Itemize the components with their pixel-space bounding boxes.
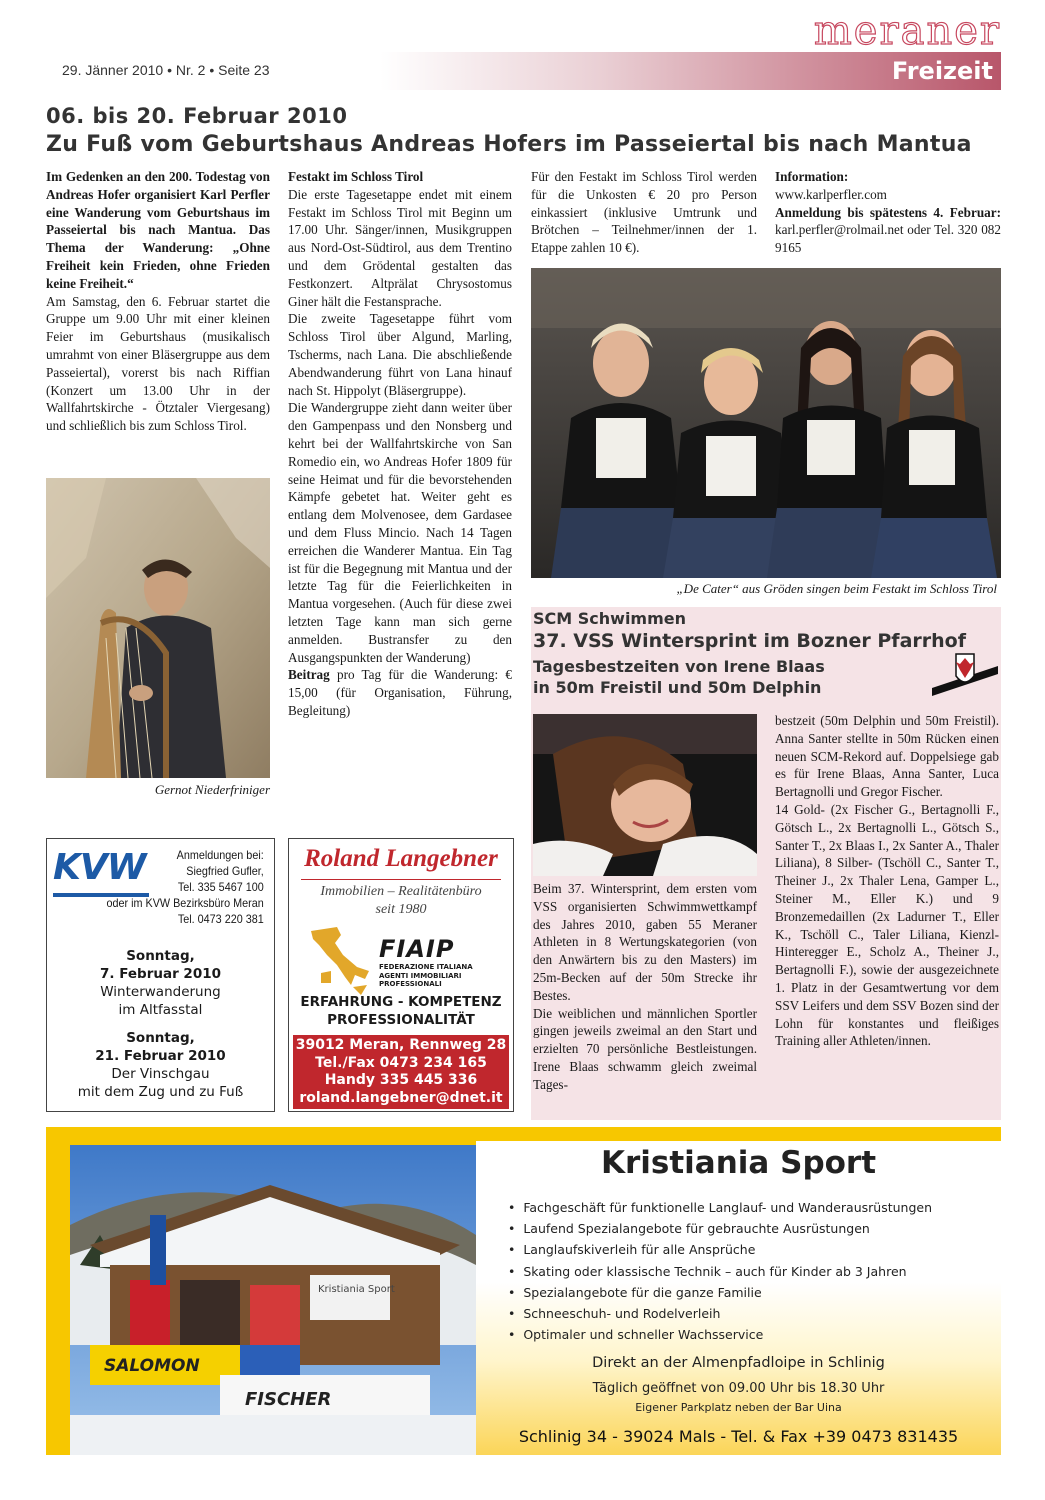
dateline: 29. Jänner 2010 • Nr. 2 • Seite 23 [62, 62, 270, 78]
kvw-events [47, 947, 274, 1101]
kvw-contact-line-1: Anmeldungen bei: [176, 848, 264, 862]
kristiania-bullet-item [508, 1303, 932, 1324]
kristiania-bullet-text: Langlaufskiverleih für alle Ansprüche [523, 1242, 756, 1258]
article-body-2: Die erste Tagesetappe endet mit einem Festakt im Schloss Tirol mit Beginn um 17.00 Uhr. Sänger/innen, Musikgruppen aus Nord-Ost-Südtirol, aus dem Trentino und dem Grödental gestalten das Festkonzert. Altprälat Chrysostomus Giner hält die Festansprache. [288, 186, 512, 309]
info-label: Information: [775, 169, 849, 184]
kristiania-hours: Täglich geöffnet von 09.00 Uhr bis 18.30 Uhr [592, 1381, 885, 1396]
beitrag-text: pro Tag für die Wanderung: € 15,00 (für Organisation, Führung, Begleitung) [288, 667, 512, 718]
scm-subtitle-line-2: in 50m Freistil und 50m Delphin [533, 678, 822, 697]
fiaip-subtitle-1: FEDERAZIONE ITALIANA [379, 963, 473, 971]
kristiania-shop-photo [70, 1145, 476, 1455]
fiaip-subtitle [379, 963, 473, 989]
harpist-illustration [46, 478, 270, 778]
photo-singers-caption: „De Cater“ aus Gröden singen beim Festakt im Schloss Tirol [676, 581, 997, 596]
roland-slogan-2: PROFESSIONALITÄT [327, 1012, 475, 1028]
scm-kicker: SCM Schwimmen [533, 609, 687, 628]
kristiania-footer: Schlinig 34 - 39024 Mals - Tel. & Fax +39 0473 831435 [518, 1427, 959, 1446]
kvw-logo: KVW [53, 847, 146, 888]
article-body-5 [288, 666, 512, 719]
kvw-event-1-desc-2: im Altfasstal [118, 1002, 203, 1018]
kvw-contact-line-3: Tel. 335 5467 100 [178, 880, 264, 894]
kristiania-bullet-item [508, 1218, 932, 1239]
kristiania-bullet-text: Spezialangebote für die ganze Familie [523, 1284, 762, 1300]
roland-tel: Tel./Fax 0473 234 165 [315, 1054, 487, 1071]
bullet-dot-icon: • [508, 1263, 524, 1279]
roland-subtitle-1: Immobilien – Realitätenbüro [320, 884, 482, 899]
kristiania-title: Kristiania Sport [600, 1145, 877, 1181]
roland-slogan-1: ERFAHRUNG - KOMPETENZ [300, 994, 502, 1010]
roland-email: roland.langebner@dnet.it [299, 1089, 503, 1106]
scm-text-1: Beim 37. Wintersprint, dem ersten vom VSS organisierten Schwimmwettkampf des Jahres 2010, gaben 55 Meraner Athleten in 8 Wertungskategorien (von den Anwärtern bis zu den Masters) im 25m-Becken auf der 50m Strecke ihr Bestes. [533, 881, 757, 1003]
kristiania-bullet-text: Schneeschuh- und Rodelverleih [523, 1306, 721, 1322]
kristiania-bullet-item [508, 1282, 932, 1303]
registration-text: karl.perfler@rolmail.net oder Tel. 320 082 9165 [775, 222, 1001, 256]
italy-map-logo [307, 925, 377, 997]
fischer-banner-text: FISCHER [245, 1389, 332, 1410]
roland-advertisement [288, 838, 514, 1112]
kvw-event-1-date: 7. Februar 2010 [99, 966, 222, 982]
photo-harpist-caption: Gernot Niederfriniger [154, 782, 270, 797]
kristiania-bullet-item [508, 1239, 932, 1260]
kristiania-bullet-item [508, 1324, 932, 1345]
tyrol-eagle-logo [932, 648, 998, 698]
kristiania-bullet-item [508, 1261, 932, 1282]
roland-handy: Handy 335 445 336 [324, 1072, 478, 1088]
scm-text-2: Die weiblichen und männlichen Sportler gingen jeweils zweimal an den Start und erzielten 70 persönliche Bestleistungen. Irene Blaas schwamm gleich zweimal Tages- [533, 1005, 757, 1092]
kristiania-parking: Eigener Parkplatz neben der Bar Uina [635, 1401, 842, 1414]
kristiania-bullet-list [494, 1197, 932, 1345]
italy-map-icon [307, 925, 377, 997]
salomon-banner-text: SALOMON [104, 1356, 200, 1376]
kvw-contact-line-5: Tel. 0473 220 381 [178, 912, 264, 926]
photo-swimmer [533, 714, 757, 876]
scm-subtitle [533, 656, 825, 698]
article-column-2 [288, 168, 512, 720]
section-title: Freizeit [891, 57, 993, 85]
scm-text-3: bestzeit (50m Delphin und 50m Freistil). Anna Santer stellte in 50m Rücken einen neuen SCM-Rekord auf. Doppelsiege gab es für Irene Blaas, Anna Santer, Luca Bertagnolli und Gregor Fischer. [775, 713, 999, 800]
kvw-event-1-day: Sonntag, [126, 948, 195, 964]
kvw-event-2-desc-1: Der Vinschgau [111, 1066, 210, 1082]
scm-column-left [533, 880, 757, 1094]
kristiania-advertisement [46, 1127, 1001, 1455]
article-body-6: Für den Festakt im Schloss Tirol werden für die Unkosten € 20 pro Person einkassiert (inklusive Umtrunk und Brötchen – Teilnehmer/innen der 1. Etappe zahlen 10 €). [531, 169, 757, 256]
photo-singers [531, 268, 1001, 578]
article-column-4 [775, 168, 1001, 257]
bullet-dot-icon: • [508, 1284, 524, 1300]
scm-title: 37. VSS Wintersprint im Bozner Pfarrhof [533, 630, 966, 652]
roland-divider [301, 879, 501, 880]
fiaip-subtitle-3: PROFESSIONALI [379, 980, 442, 988]
kvw-event-1-desc-1: Winterwanderung [100, 984, 221, 1000]
scm-column-right [775, 712, 999, 1050]
kristiania-bullet-text: Skating oder klassische Technik – auch für Kinder ab 3 Jahren [523, 1263, 907, 1279]
roland-contact-panel [293, 1035, 509, 1109]
kristiania-bullet-text: Optimaler und schneller Wachsservice [523, 1327, 764, 1343]
bullet-dot-icon: • [508, 1221, 524, 1237]
kristiania-bullet-text: Fachgeschäft für funktionelle Langlauf- und Wanderausrüstungen [523, 1200, 932, 1215]
kvw-contact-line-2: Siegfried Gufler, [186, 864, 264, 878]
roland-address: 39012 Meran, Rennweg 28 [295, 1037, 507, 1053]
kvw-contact-line-4: oder im KVW Bezirksbüro Meran [106, 896, 264, 910]
article-date-heading: 06. bis 20. Februar 2010 [46, 104, 348, 128]
shop-illustration [70, 1145, 476, 1455]
article-body-3: Die zweite Tagesetappe führt vom Schloss Tirol über Algund, Marling, Tscherms, nach Lana. Die abschließende Abendwanderung führt von Lana hinauf nach St. Hippolyt (Bläsergruppe). [288, 311, 512, 398]
registration-label: Anmeldung bis spätestens 4. Februar: [775, 204, 1001, 220]
kristiania-bullet-item [508, 1197, 932, 1218]
article-body-4: Die Wandergruppe zieht dann weiter über den Gampenpass und den Nonsberg und kehrt bei der Wallfahrtskirche von San Romedio ein, wo Andreas Hofer 1809 für seine Heimat und für die bevorstehenden Kämpfe gebetet hat. Weiter geht es entlang dem Molvenosee, dem Gardasee und dem Fluss Mincio. Nach 14 Tagen erreichen die Wanderer Mantua. Ein Tag ist für die Begegnung mit Mantua und der letzte Tag für die Feierlichkeiten in Mantua vorgesehen. (Auch für diese zwei letzten Tage kann man sich gerne anmelden. Bustransfer zu den Ausgangspunkten der Wanderung) [288, 400, 512, 665]
shop-sign-text: Kristiania Sport [318, 1284, 395, 1295]
fiaip-logo: FIAIP [379, 935, 455, 963]
roland-subtitle-2: seit 1980 [375, 902, 427, 917]
article-lead: Im Gedenken an den 200. Todestag von Andreas Hofer organisiert Karl Perfler eine Wanderung vom Geburtshaus im Passeiertal bis nach Mantua. Das Thema der Wanderung: „Ohne Freiheit kein Frieden, ohne Frieden keine Freiheit.“ [46, 169, 270, 291]
bullet-dot-icon: • [508, 1242, 524, 1258]
kristiania-bullet-text: Laufend Spezialangebote für gebrauchte Ausrüstungen [523, 1221, 870, 1237]
eagle-icon [932, 648, 998, 698]
kvw-event-2-date: 21. Februar 2010 [95, 1048, 226, 1064]
roland-name: Roland Langebner [304, 845, 498, 872]
festakt-heading: Festakt im Schloss Tirol [288, 169, 424, 184]
article-column-3 [531, 168, 757, 257]
roland-subtitle [289, 883, 513, 919]
info-website: www.karlperfler.com [775, 186, 887, 202]
bullet-dot-icon: • [508, 1200, 524, 1215]
scm-text-4: 14 Gold- (2x Fischer G., Bertagnolli F., Götsch L., 2x Bertagnolli L., Götsch S., Santer T., 2x Blaas I., 2x Santer A., Thaler Liliana), 8 Silber- (Tschöll C., Santer T., Theiner J., 2x Thaler Lena, Gamper L., Steiner M., Eller K.) und 9 Bronzemedaillen (2x Ladurner T., Eller K., Tschöll C., Taler Liliana, Kienzl-Hinteregger E., Scholz A., Theiner J., Bertagnolli F.), sowie der ausgezeichnete 1. Platz in der Gesamtwertung vor dem SSV Leifers und dem SSV Bozen sind der Lohn für konstantes und fleißiges Training aller Athleten/innen. [775, 801, 999, 1049]
kvw-event-2-desc-2: mit dem Zug und zu Fuß [77, 1084, 244, 1100]
fiaip-subtitle-2: AGENTI IMMOBILIARI [379, 971, 462, 980]
bullet-dot-icon: • [508, 1327, 524, 1343]
bullet-dot-icon: • [508, 1306, 524, 1322]
kristiania-location: Direkt an der Almenpfadloipe in Schlinig [592, 1355, 885, 1371]
beitrag-label: Beitrag [288, 667, 330, 683]
article-title: Zu Fuß vom Geburtshaus Andreas Hofers im Passeiertal bis nach Mantua [46, 132, 972, 157]
masthead: meraner [813, 8, 1001, 54]
singers-illustration [531, 268, 1001, 578]
scm-subtitle-line-1: Tagesbestzeiten von Irene Blaas [533, 657, 825, 676]
roland-slogan [289, 993, 513, 1029]
article-body-1: Am Samstag, den 6. Februar startet die Gruppe um 9.00 Uhr mit einer kleinen Feier im Geburtshaus (musikalisch umrahmt von einer Bläsergruppe aus dem Passeiertal), vorerst bis nach Riffian (Konzert um 13.00 Uhr in der Wallfahrtskirche - Ötztaler Viergesang) und schließlich bis zum Schloss Tirol. [46, 293, 270, 434]
kvw-contact [107, 847, 264, 927]
kvw-advertisement [46, 838, 275, 1112]
article-column-1 [46, 168, 270, 435]
kvw-event-2-day: Sonntag, [126, 1030, 195, 1046]
swimmer-illustration [533, 714, 757, 876]
photo-harpist [46, 478, 270, 778]
